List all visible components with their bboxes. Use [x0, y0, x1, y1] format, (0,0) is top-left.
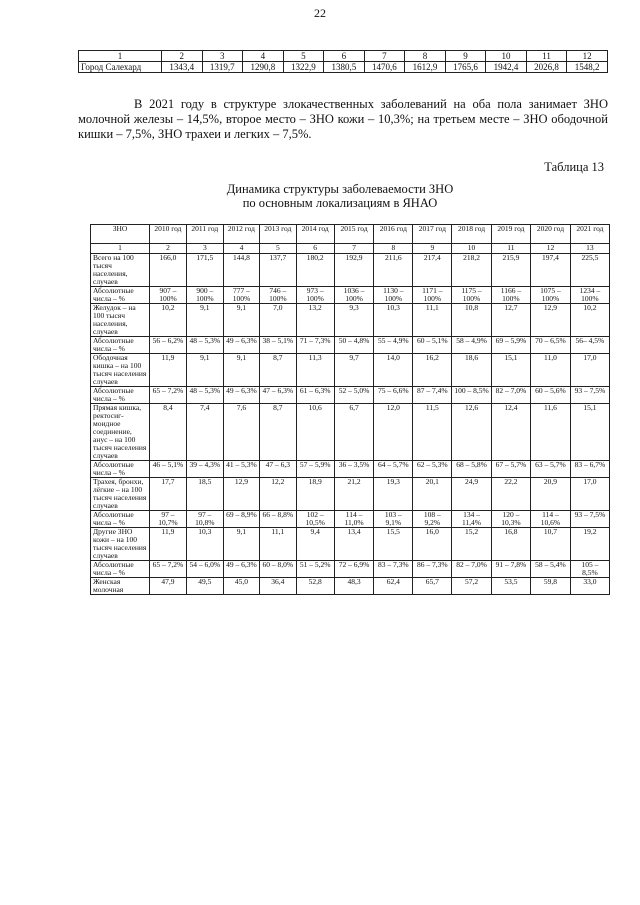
table-cell: 900 – 100% — [186, 287, 223, 304]
table-cell: 87 – 7,4% — [413, 387, 452, 404]
table-cell: 83 – 7,3% — [374, 561, 413, 578]
table-cell: 49,5 — [186, 578, 223, 595]
table-cell: 137,7 — [260, 254, 296, 287]
table-cell: 93 – 7,5% — [570, 387, 609, 404]
table-header-row — [79, 51, 608, 62]
table-cell: 103 – 9,1% — [374, 511, 413, 528]
table-row — [91, 287, 610, 304]
table-cell: 10,3 — [374, 304, 413, 337]
table-row — [91, 387, 610, 404]
table-cell: 59,8 — [531, 578, 571, 595]
table-city-rates — [78, 50, 608, 73]
page-number: 22 — [314, 6, 326, 20]
table-row — [91, 528, 610, 561]
table-cell: 2 — [150, 244, 187, 254]
table-cell: 8,7 — [260, 354, 296, 387]
table-cell: 12,9 — [223, 478, 259, 511]
table-cell: 97 – 10,7% — [150, 511, 187, 528]
table-cell: 11,9 — [150, 354, 187, 387]
table-cell: 11,0 — [531, 354, 571, 387]
table-cell: 83 – 6,7% — [570, 461, 609, 478]
table-cell: 120 – 10,3% — [491, 511, 530, 528]
table-cell: 5 — [260, 244, 296, 254]
table-cell: Абсолютные числа – % — [91, 461, 150, 478]
table-cell: 2018 год — [452, 225, 491, 244]
table-cell: 17,7 — [150, 478, 187, 511]
table-cell: 100 – 8,5% — [452, 387, 491, 404]
table-cell: 47 – 6,3% — [260, 387, 296, 404]
table-cell: Абсолютные числа – % — [91, 561, 150, 578]
table-cell: 9 — [413, 244, 452, 254]
table-cell: 46 – 5,1% — [150, 461, 187, 478]
table-cell: 180,2 — [296, 254, 334, 287]
table-cell: 1765,6 — [445, 62, 486, 73]
table-cell: 24,9 — [452, 478, 491, 511]
table-cell: 49 – 6,3% — [223, 561, 259, 578]
table-cell: 1234 – 100% — [570, 287, 609, 304]
table-cell: 11,1 — [413, 304, 452, 337]
table-cell: 13,2 — [296, 304, 334, 337]
table-cell: 1175 – 100% — [452, 287, 491, 304]
table-cell: 10,3 — [186, 528, 223, 561]
table-cell: 15,1 — [570, 404, 609, 461]
table-cell: 108 – 9,2% — [413, 511, 452, 528]
table-cell: 2016 год — [374, 225, 413, 244]
table-cell: 134 – 11,4% — [452, 511, 491, 528]
table-cell: 2 — [162, 51, 203, 62]
table-title — [0, 182, 640, 210]
table-cell: 225,5 — [570, 254, 609, 287]
table-cell: 2026,8 — [526, 62, 567, 73]
table-cell: 105 – 8,5% — [570, 561, 609, 578]
table-cell: 1548,2 — [567, 62, 608, 73]
table-cell: 1380,5 — [324, 62, 365, 73]
table-cell: 2011 год — [186, 225, 223, 244]
table-cell: 71 – 7,3% — [296, 337, 334, 354]
table-cell: 97 – 10,8% — [186, 511, 223, 528]
table-cell: 11 — [526, 51, 567, 62]
table-cell: 39 – 4,3% — [186, 461, 223, 478]
table-cell: 171,5 — [186, 254, 223, 287]
table-cell: 9,4 — [296, 528, 334, 561]
table-cell: 49 – 6,3% — [223, 337, 259, 354]
table-cell: 21,2 — [334, 478, 374, 511]
table-cell: 6 — [296, 244, 334, 254]
table-cell: 11,3 — [296, 354, 334, 387]
table-cell: 91 – 7,8% — [491, 561, 530, 578]
table-cell: Ободочная кишка – на 100 тысяч населения случаев — [91, 354, 150, 387]
table-cell: 8 — [405, 51, 446, 62]
table-cell: 114 – 11,0% — [334, 511, 374, 528]
table-cell: 16,8 — [491, 528, 530, 561]
table-row — [91, 337, 610, 354]
table-cell: 10 — [452, 244, 491, 254]
table-cell: 66 – 8,8% — [260, 511, 296, 528]
table-cell: 54 – 6,0% — [186, 561, 223, 578]
table-cell: 41 – 5,3% — [223, 461, 259, 478]
table-cell: 1612,9 — [405, 62, 446, 73]
table-cell: 746 – 100% — [260, 287, 296, 304]
table-cell: 1130 – 100% — [374, 287, 413, 304]
table-cell: 38 – 5,1% — [260, 337, 296, 354]
table-cell: 5 — [283, 51, 324, 62]
table-cell: 973 – 100% — [296, 287, 334, 304]
table-cell: 192,9 — [334, 254, 374, 287]
table-cell: 60 – 5,6% — [531, 387, 571, 404]
table-cell: 13 — [570, 244, 609, 254]
table-cell: Трахея, бронхи, лёгкие – на 100 тысяч населения случаев — [91, 478, 150, 511]
table-cell: Прямая кишка, ректосиг-моидное соединение, анус – на 100 тысяч населения случаев — [91, 404, 150, 461]
table-cell: 93 – 7,5% — [570, 511, 609, 528]
table-cell: 1171 – 100% — [413, 287, 452, 304]
table-cell: 16,0 — [413, 528, 452, 561]
table-cell: 48 – 5,3% — [186, 387, 223, 404]
table-cell: 12,2 — [260, 478, 296, 511]
table-cell: 12,7 — [491, 304, 530, 337]
table-cell: 11,6 — [531, 404, 571, 461]
table-cell: 75 – 6,6% — [374, 387, 413, 404]
table-cell: 82 – 7,0% — [452, 561, 491, 578]
table-cell: 4 — [243, 51, 284, 62]
table-cell: 114 – 10,6% — [531, 511, 571, 528]
table-cell: 9,3 — [334, 304, 374, 337]
table-cell: 9,1 — [223, 304, 259, 337]
table-cell: 67 – 5,7% — [491, 461, 530, 478]
table-dynamics — [90, 224, 610, 595]
table-cell: 9 — [445, 51, 486, 62]
title-line: Динамика структуры заболеваемости ЗНО — [226, 182, 454, 196]
table-cell: 20,1 — [413, 478, 452, 511]
table-cell: 2013 год — [260, 225, 296, 244]
table-row — [91, 561, 610, 578]
table-cell: Абсолютные числа – % — [91, 337, 150, 354]
table-cell: 12,4 — [491, 404, 530, 461]
table-cell: 8,4 — [150, 404, 187, 461]
table-cell: 7,6 — [223, 404, 259, 461]
table-cell: 11,1 — [260, 528, 296, 561]
table-cell: 9,1 — [186, 354, 223, 387]
table-cell: 16,2 — [413, 354, 452, 387]
table-cell: 1942,4 — [486, 62, 527, 73]
table-cell: 58 – 5,4% — [531, 561, 571, 578]
table-row — [91, 304, 610, 337]
table-cell: Город Салехард — [79, 62, 162, 73]
table-cell: 2012 год — [223, 225, 259, 244]
table-cell: 10,6 — [296, 404, 334, 461]
table-cell: 1343,4 — [162, 62, 203, 73]
table-cell: 777 – 100% — [223, 287, 259, 304]
table-cell: 56– 4,5% — [570, 337, 609, 354]
table-cell: 61 – 6,3% — [296, 387, 334, 404]
table-cell: 33,0 — [570, 578, 609, 595]
table-cell: 7 — [364, 51, 405, 62]
table-cell: 17,0 — [570, 354, 609, 387]
table-cell: 52,8 — [296, 578, 334, 595]
table-cell: 47,9 — [150, 578, 187, 595]
table-cell: 2021 год — [570, 225, 609, 244]
table-cell: Абсолютные числа – % — [91, 387, 150, 404]
table-cell: 3 — [202, 51, 243, 62]
table-cell: 36 – 3,5% — [334, 461, 374, 478]
table-cell: 1075 – 100% — [531, 287, 571, 304]
table-cell: 47 – 6,3 — [260, 461, 296, 478]
table-cell: 69 – 8,9% — [223, 511, 259, 528]
table-cell: 15,1 — [491, 354, 530, 387]
table-cell: ЗНО — [91, 225, 150, 244]
table-row — [91, 478, 610, 511]
table-header-row — [91, 225, 610, 244]
table-cell: 55 – 4,9% — [374, 337, 413, 354]
table-cell: Другие ЗНО кожи – на 100 тысяч населения случаев — [91, 528, 150, 561]
table-cell: 9,1 — [223, 354, 259, 387]
table-cell: 63 – 5,7% — [531, 461, 571, 478]
table-cell: 7,0 — [260, 304, 296, 337]
table-cell: 218,2 — [452, 254, 491, 287]
table-cell: 15,5 — [374, 528, 413, 561]
title-line: по основным локализациям в ЯНАО — [242, 196, 438, 210]
table-cell: 62,4 — [374, 578, 413, 595]
table-cell: 10,2 — [150, 304, 187, 337]
table-cell: 1319,7 — [202, 62, 243, 73]
table-cell: 9,7 — [334, 354, 374, 387]
table-cell: 12,6 — [452, 404, 491, 461]
table-cell: 1290,8 — [243, 62, 284, 73]
table-cell: 49 – 6,3% — [223, 387, 259, 404]
table-cell: 7 — [334, 244, 374, 254]
table-cell: 57 – 5,9% — [296, 461, 334, 478]
table-cell: 72 – 6,9% — [334, 561, 374, 578]
table-cell: 10,8 — [452, 304, 491, 337]
table-cell: 11 — [491, 244, 530, 254]
table-cell: 1 — [91, 244, 150, 254]
table-cell: 64 – 5,7% — [374, 461, 413, 478]
table-cell: 7,4 — [186, 404, 223, 461]
table-cell: 6 — [324, 51, 365, 62]
table-cell: 1036 – 100% — [334, 287, 374, 304]
table-cell: 211,6 — [374, 254, 413, 287]
table-cell: 56 – 6,2% — [150, 337, 187, 354]
table-cell: 12 — [531, 244, 571, 254]
table-cell: 17,0 — [570, 478, 609, 511]
table-cell: 10 — [486, 51, 527, 62]
table-cell: 10,7 — [531, 528, 571, 561]
table-cell: 2014 год — [296, 225, 334, 244]
table-cell: 50 – 4,8% — [334, 337, 374, 354]
table-cell: 60 – 5,1% — [413, 337, 452, 354]
table-cell: 57,2 — [452, 578, 491, 595]
table-number: Таблица 13 — [544, 160, 604, 174]
table-cell: 12,9 — [531, 304, 571, 337]
table-cell: 8 — [374, 244, 413, 254]
table-cell: Женская молочная — [91, 578, 150, 595]
table-cell: 65,7 — [413, 578, 452, 595]
table-cell: 11,9 — [150, 528, 187, 561]
table-cell: 15,2 — [452, 528, 491, 561]
table-cell: 1 — [79, 51, 162, 62]
table-cell: 2015 год — [334, 225, 374, 244]
table-cell: 9,1 — [186, 304, 223, 337]
table-cell: 144,8 — [223, 254, 259, 287]
table-cell: 102 – 10,5% — [296, 511, 334, 528]
table-cell: 53,5 — [491, 578, 530, 595]
table-cell: Всего на 100 тысяч населения, случаев — [91, 254, 150, 287]
table-cell: Абсолютные числа – % — [91, 287, 150, 304]
table-cell: 6,7 — [334, 404, 374, 461]
table-cell: 68 – 5,8% — [452, 461, 491, 478]
table-cell: 86 – 7,3% — [413, 561, 452, 578]
table-cell: 907 – 100% — [150, 287, 187, 304]
table-row — [91, 578, 610, 595]
table-cell: 19,3 — [374, 478, 413, 511]
table-cell: 82 – 7,0% — [491, 387, 530, 404]
table-cell: 22,2 — [491, 478, 530, 511]
table-cell: 18,5 — [186, 478, 223, 511]
table-cell: 58 – 4,9% — [452, 337, 491, 354]
table-cell: 215,9 — [491, 254, 530, 287]
table-cell: 4 — [223, 244, 259, 254]
table-cell: 62 – 5,3% — [413, 461, 452, 478]
table-number-row — [91, 244, 610, 254]
table-cell: 13,4 — [334, 528, 374, 561]
table-cell: 48 – 5,3% — [186, 337, 223, 354]
table-row — [91, 354, 610, 387]
table-cell: 1166 – 100% — [491, 287, 530, 304]
table-cell: 2019 год — [491, 225, 530, 244]
table-cell: 1470,6 — [364, 62, 405, 73]
table-cell: 18,9 — [296, 478, 334, 511]
table-row — [79, 62, 608, 73]
table-cell: 2010 год — [150, 225, 187, 244]
table-cell: 8,7 — [260, 404, 296, 461]
table-cell: Желудок – на 100 тысяч населения, случаев — [91, 304, 150, 337]
table-cell: 51 – 5,2% — [296, 561, 334, 578]
table-row — [91, 254, 610, 287]
table-cell: 60 – 8,0% — [260, 561, 296, 578]
table-cell: 166,0 — [150, 254, 187, 287]
table-cell: 197,4 — [531, 254, 571, 287]
table-cell: 36,4 — [260, 578, 296, 595]
table-cell: 11,5 — [413, 404, 452, 461]
table-cell: 69 – 5,9% — [491, 337, 530, 354]
table-row — [91, 461, 610, 478]
table-cell: 14,0 — [374, 354, 413, 387]
table-cell: 65 – 7,2% — [150, 561, 187, 578]
table-cell: 45,0 — [223, 578, 259, 595]
table-cell: 19,2 — [570, 528, 609, 561]
table-cell: 2020 год — [531, 225, 571, 244]
table-cell: 70 – 6,5% — [531, 337, 571, 354]
table-cell: 9,1 — [223, 528, 259, 561]
table-cell: 48,3 — [334, 578, 374, 595]
table-cell: 18,6 — [452, 354, 491, 387]
table-cell: 217,4 — [413, 254, 452, 287]
table-cell: 2017 год — [413, 225, 452, 244]
table-cell: 1322,9 — [283, 62, 324, 73]
table-cell: 65 – 7,2% — [150, 387, 187, 404]
table-row — [91, 404, 610, 461]
table-cell: 12 — [567, 51, 608, 62]
table-cell: Абсолютные числа – % — [91, 511, 150, 528]
table-cell: 12,0 — [374, 404, 413, 461]
table-cell: 20,9 — [531, 478, 571, 511]
table-cell: 3 — [186, 244, 223, 254]
table-cell: 10,2 — [570, 304, 609, 337]
table-cell: 52 – 5,0% — [334, 387, 374, 404]
paragraph: В 2021 году в структуре злокачественных заболеваний на оба пола занимает ЗНО молочной железы – 14,5%, второе место – ЗНО кожи – 10,3%; на третьем месте – ЗНО ободочной кишки – 7,5%, ЗНО трахеи и легких – 7,5%. — [78, 97, 608, 141]
table-row — [91, 511, 610, 528]
